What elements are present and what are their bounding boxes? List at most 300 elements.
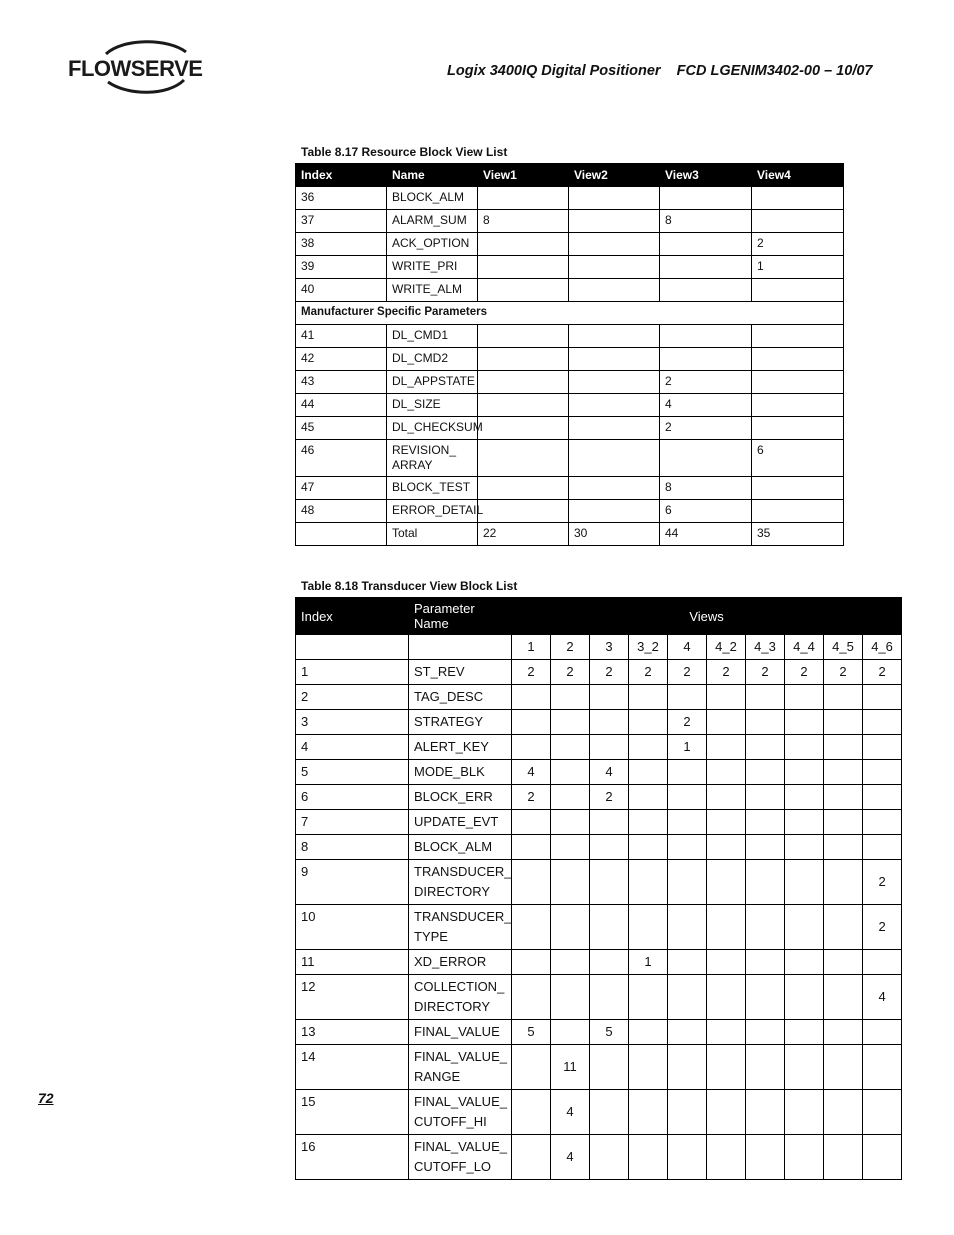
table-cell: [512, 810, 551, 835]
table-cell: [569, 500, 660, 523]
table-cell: [551, 760, 590, 785]
table-cell: [746, 685, 785, 710]
table-cell: DL_CHECKSUM: [387, 417, 478, 440]
header-views: Views: [512, 598, 902, 635]
table-cell: COLLECTION_ DIRECTORY: [409, 975, 512, 1020]
table-cell: [629, 1135, 668, 1180]
empty-cell: [296, 635, 409, 660]
table-cell: 2: [551, 660, 590, 685]
table-cell: [707, 810, 746, 835]
table-cell: [863, 685, 902, 710]
table-cell: 6: [296, 785, 409, 810]
table-row: [296, 371, 844, 394]
section-row: [296, 302, 844, 325]
table-cell: 12: [296, 975, 409, 1020]
table-cell: 6: [660, 500, 752, 523]
table-cell: [512, 710, 551, 735]
table-cell: [785, 950, 824, 975]
table-cell: [746, 1045, 785, 1090]
table-cell: 2: [752, 233, 844, 256]
table-cell: 5: [590, 1020, 629, 1045]
table-cell: 4: [512, 760, 551, 785]
table-cell: [824, 1045, 863, 1090]
table-cell: 36: [296, 187, 387, 210]
table-cell: [863, 785, 902, 810]
table-cell: 41: [296, 325, 387, 348]
table-cell: [785, 905, 824, 950]
table-cell: [785, 710, 824, 735]
table-cell: [707, 685, 746, 710]
table-cell: [824, 905, 863, 950]
table-cell: 4: [660, 394, 752, 417]
table-cell: [629, 860, 668, 905]
table-cell: [551, 785, 590, 810]
table-cell: [863, 810, 902, 835]
table-cell: [707, 710, 746, 735]
table-cell: 13: [296, 1020, 409, 1045]
table-cell: [569, 325, 660, 348]
table-cell: 44: [660, 523, 752, 546]
table-cell: [824, 1020, 863, 1045]
table-cell: MODE_BLK: [409, 760, 512, 785]
section-heading: Manufacturer Specific Parameters: [296, 302, 844, 325]
table-cell: [785, 1020, 824, 1045]
table-cell: [569, 233, 660, 256]
table-cell: [590, 975, 629, 1020]
table-cell: [668, 950, 707, 975]
table-cell: [551, 685, 590, 710]
table-cell: [668, 685, 707, 710]
column-header: View3: [660, 164, 752, 187]
table-cell: [551, 735, 590, 760]
document-header-title: Logix 3400IQ Digital Positioner FCD LGENIM3402-00 – 10/07: [447, 63, 873, 79]
table-row: [296, 348, 844, 371]
table-cell: [660, 325, 752, 348]
table-cell: [746, 905, 785, 950]
table-cell: DL_APPSTATE: [387, 371, 478, 394]
table-cell: [824, 810, 863, 835]
table-cell: 45: [296, 417, 387, 440]
table-cell: DL_SIZE: [387, 394, 478, 417]
table-cell: [707, 760, 746, 785]
view-column-header: 1: [512, 635, 551, 660]
table-cell: 2: [785, 660, 824, 685]
table-cell: 11: [296, 950, 409, 975]
table-cell: [752, 417, 844, 440]
table-cell: [551, 860, 590, 905]
table-cell: [746, 760, 785, 785]
table-cell: [629, 685, 668, 710]
table-cell: [824, 785, 863, 810]
table-cell: [512, 1135, 551, 1180]
table-row: [296, 500, 844, 523]
table-cell: [551, 1020, 590, 1045]
table-cell: [668, 785, 707, 810]
table-row: [296, 860, 902, 905]
table-cell: 7: [296, 810, 409, 835]
table-cell: [668, 760, 707, 785]
table-cell: [824, 1090, 863, 1135]
table-cell: 4: [296, 735, 409, 760]
table-cell: [569, 279, 660, 302]
table-cell: 30: [569, 523, 660, 546]
table-header-row: [296, 598, 902, 635]
table-cell: 9: [296, 860, 409, 905]
table-cell: [629, 760, 668, 785]
table-cell: [590, 950, 629, 975]
table-cell: [569, 477, 660, 500]
table-cell: 4: [551, 1090, 590, 1135]
table-cell: 48: [296, 500, 387, 523]
table-cell: [824, 860, 863, 905]
table-cell: 2: [668, 660, 707, 685]
table-cell: STRATEGY: [409, 710, 512, 735]
table-cell: 37: [296, 210, 387, 233]
table-cell: [707, 785, 746, 810]
table-cell: [824, 685, 863, 710]
table-cell: FINAL_VALUE: [409, 1020, 512, 1045]
table-cell: [660, 256, 752, 279]
table-cell: [746, 785, 785, 810]
table-cell: FINAL_VALUE_ CUTOFF_LO: [409, 1135, 512, 1180]
table-cell: [668, 1020, 707, 1045]
table-cell: [629, 1045, 668, 1090]
table-cell: [746, 710, 785, 735]
table-cell: REVISION_ ARRAY: [387, 440, 478, 477]
view-subheader-row: [296, 635, 902, 660]
table-cell: [707, 950, 746, 975]
column-header: Name: [387, 164, 478, 187]
table-cell: [512, 975, 551, 1020]
table-cell: [478, 371, 569, 394]
table-cell: [752, 279, 844, 302]
view-column-header: 4_4: [785, 635, 824, 660]
view-column-header: 3_2: [629, 635, 668, 660]
table-cell: [512, 735, 551, 760]
table-row: [296, 1020, 902, 1045]
table-cell: [660, 187, 752, 210]
table-cell: [512, 1090, 551, 1135]
table-cell: [668, 1135, 707, 1180]
table-cell: ACK_OPTION: [387, 233, 478, 256]
table-cell: [785, 735, 824, 760]
table-cell: [478, 417, 569, 440]
logo-wordmark: FLOWSERVE: [68, 56, 203, 81]
table-cell: 10: [296, 905, 409, 950]
table-cell: 43: [296, 371, 387, 394]
view-column-header: 4_3: [746, 635, 785, 660]
table-cell: 44: [296, 394, 387, 417]
resource-block-view-table: [295, 163, 844, 546]
table-row: [296, 279, 844, 302]
table-cell: [746, 810, 785, 835]
table-cell: 2: [746, 660, 785, 685]
table-cell: [752, 210, 844, 233]
table-cell: UPDATE_EVT: [409, 810, 512, 835]
table-row: [296, 325, 844, 348]
table-cell: [752, 325, 844, 348]
table-cell: [863, 710, 902, 735]
table-cell: 16: [296, 1135, 409, 1180]
table-cell: [551, 975, 590, 1020]
table-row: [296, 710, 902, 735]
view-column-header: 4: [668, 635, 707, 660]
table-cell: BLOCK_ALM: [387, 187, 478, 210]
table-cell: [660, 348, 752, 371]
table-cell: 22: [478, 523, 569, 546]
table-cell: [512, 905, 551, 950]
table-cell: [863, 1090, 902, 1135]
table-cell: 2: [296, 685, 409, 710]
table-cell: [569, 417, 660, 440]
table-cell: [478, 233, 569, 256]
table-cell: [746, 950, 785, 975]
table-cell: 35: [752, 523, 844, 546]
table-cell: [707, 735, 746, 760]
table-cell: 1: [629, 950, 668, 975]
table-cell: [590, 1090, 629, 1135]
table-cell: [752, 500, 844, 523]
table-cell: [551, 905, 590, 950]
table-cell: 15: [296, 1090, 409, 1135]
table-row: [296, 523, 844, 546]
table-cell: DL_CMD1: [387, 325, 478, 348]
table-cell: BLOCK_ALM: [409, 835, 512, 860]
table-cell: [785, 860, 824, 905]
table-cell: [785, 810, 824, 835]
table-cell: [660, 233, 752, 256]
table-cell: TAG_DESC: [409, 685, 512, 710]
header-parameter-name: Parameter Name: [409, 598, 512, 635]
table-cell: [590, 860, 629, 905]
table-row: [296, 417, 844, 440]
table-cell: [746, 1135, 785, 1180]
table-cell: [824, 950, 863, 975]
table-cell: 2: [824, 660, 863, 685]
table-cell: 2: [863, 660, 902, 685]
table-cell: Total: [387, 523, 478, 546]
column-header: View1: [478, 164, 569, 187]
table-cell: 11: [551, 1045, 590, 1090]
table-row: [296, 760, 902, 785]
table-cell: 2: [660, 417, 752, 440]
table-row: [296, 905, 902, 950]
table-cell: 2: [863, 905, 902, 950]
column-header: View4: [752, 164, 844, 187]
table-cell: FINAL_VALUE_ RANGE: [409, 1045, 512, 1090]
table-row: [296, 394, 844, 417]
table-cell: [707, 975, 746, 1020]
table-cell: BLOCK_ERR: [409, 785, 512, 810]
table-cell: [569, 348, 660, 371]
table-cell: [569, 256, 660, 279]
table-row: [296, 785, 902, 810]
table-cell: [512, 860, 551, 905]
table-cell: 47: [296, 477, 387, 500]
table-cell: [785, 1135, 824, 1180]
table-cell: [785, 975, 824, 1020]
table-cell: [668, 810, 707, 835]
table-cell: [785, 1045, 824, 1090]
flowserve-logo: [68, 40, 206, 96]
view-column-header: 4_5: [824, 635, 863, 660]
table-cell: [746, 975, 785, 1020]
table-row: [296, 210, 844, 233]
table-cell: [746, 735, 785, 760]
table-cell: [668, 1045, 707, 1090]
table-cell: [590, 1135, 629, 1180]
header-index: Index: [296, 598, 409, 635]
view-column-header: 2: [551, 635, 590, 660]
table-cell: ERROR_DETAIL: [387, 500, 478, 523]
table-cell: [629, 835, 668, 860]
table-cell: [660, 440, 752, 477]
column-header: View2: [569, 164, 660, 187]
table-cell: [590, 1045, 629, 1090]
view-column-header: 4_6: [863, 635, 902, 660]
table-row: [296, 735, 902, 760]
table-cell: [863, 1135, 902, 1180]
table-cell: [746, 835, 785, 860]
table-cell: [707, 1135, 746, 1180]
table-cell: 1: [668, 735, 707, 760]
table-cell: [478, 325, 569, 348]
table-row: [296, 835, 902, 860]
table-cell: [863, 1020, 902, 1045]
table-cell: [746, 1090, 785, 1135]
table-cell: [551, 950, 590, 975]
table-cell: 2: [512, 660, 551, 685]
table-cell: 14: [296, 1045, 409, 1090]
table-cell: [824, 760, 863, 785]
table-cell: 39: [296, 256, 387, 279]
table-cell: [590, 810, 629, 835]
table-cell: 2: [707, 660, 746, 685]
view-column-header: 3: [590, 635, 629, 660]
table-row: [296, 1045, 902, 1090]
table-cell: [752, 348, 844, 371]
table-cell: [629, 1090, 668, 1135]
view-column-header: 4_2: [707, 635, 746, 660]
table-cell: 3: [296, 710, 409, 735]
table-row: [296, 950, 902, 975]
table-cell: [824, 835, 863, 860]
transducer-view-block-table: [295, 597, 902, 1180]
table-cell: [569, 187, 660, 210]
table-cell: WRITE_ALM: [387, 279, 478, 302]
table-cell: [569, 371, 660, 394]
table-cell: [785, 685, 824, 710]
table-row: [296, 440, 844, 477]
table-cell: ALARM_SUM: [387, 210, 478, 233]
table-cell: 5: [512, 1020, 551, 1045]
table-cell: 42: [296, 348, 387, 371]
table-cell: [752, 394, 844, 417]
table-cell: 5: [296, 760, 409, 785]
table-cell: [478, 500, 569, 523]
table-cell: [512, 950, 551, 975]
table-cell: 2: [863, 860, 902, 905]
table-cell: FINAL_VALUE_ CUTOFF_HI: [409, 1090, 512, 1135]
table-cell: [590, 905, 629, 950]
table-cell: [590, 835, 629, 860]
table-cell: XD_ERROR: [409, 950, 512, 975]
page-number: 72: [38, 1090, 54, 1106]
table-cell: [863, 835, 902, 860]
table-cell: 2: [660, 371, 752, 394]
table-cell: [569, 440, 660, 477]
table-cell: [590, 735, 629, 760]
table-cell: TRANSDUCER_ TYPE: [409, 905, 512, 950]
table-cell: [668, 1090, 707, 1135]
table-cell: [668, 835, 707, 860]
table-cell: [478, 279, 569, 302]
table-cell: [863, 1045, 902, 1090]
table-cell: [629, 810, 668, 835]
table-cell: [746, 1020, 785, 1045]
table-cell: [863, 735, 902, 760]
table-row: [296, 1135, 902, 1180]
empty-cell: [409, 635, 512, 660]
table-cell: [668, 905, 707, 950]
table-cell: 2: [668, 710, 707, 735]
table-cell: 2: [629, 660, 668, 685]
table-row: [296, 1090, 902, 1135]
table-cell: [707, 835, 746, 860]
table-cell: [707, 1045, 746, 1090]
table-cell: [785, 835, 824, 860]
table-cell: [785, 785, 824, 810]
table-row: [296, 256, 844, 279]
table-cell: [824, 975, 863, 1020]
table-cell: [668, 860, 707, 905]
table-cell: [785, 760, 824, 785]
table-row: [296, 660, 902, 685]
table-cell: [824, 1135, 863, 1180]
table-cell: [660, 279, 752, 302]
table-cell: 2: [512, 785, 551, 810]
table-cell: [707, 860, 746, 905]
table-cell: [707, 1020, 746, 1045]
table-cell: [512, 685, 551, 710]
table-cell: [752, 477, 844, 500]
table-cell: [752, 371, 844, 394]
table-cell: 8: [296, 835, 409, 860]
table-cell: 2: [590, 785, 629, 810]
table-cell: [629, 710, 668, 735]
table-cell: 6: [752, 440, 844, 477]
table-cell: [629, 735, 668, 760]
table-cell: [863, 760, 902, 785]
table-cell: [590, 710, 629, 735]
table-cell: [551, 835, 590, 860]
table-cell: [590, 685, 629, 710]
table-header-row: [296, 164, 844, 187]
table-cell: [707, 1090, 746, 1135]
table-cell: [707, 905, 746, 950]
table-cell: [668, 975, 707, 1020]
table-8-17-caption: Table 8.17 Resource Block View List: [301, 145, 508, 159]
table-cell: TRANSDUCER_ DIRECTORY: [409, 860, 512, 905]
table-cell: BLOCK_TEST: [387, 477, 478, 500]
table-cell: 38: [296, 233, 387, 256]
table-cell: ST_REV: [409, 660, 512, 685]
table-cell: [569, 394, 660, 417]
table-cell: 1: [296, 660, 409, 685]
table-cell: [824, 735, 863, 760]
table-cell: [478, 440, 569, 477]
table-cell: [478, 477, 569, 500]
